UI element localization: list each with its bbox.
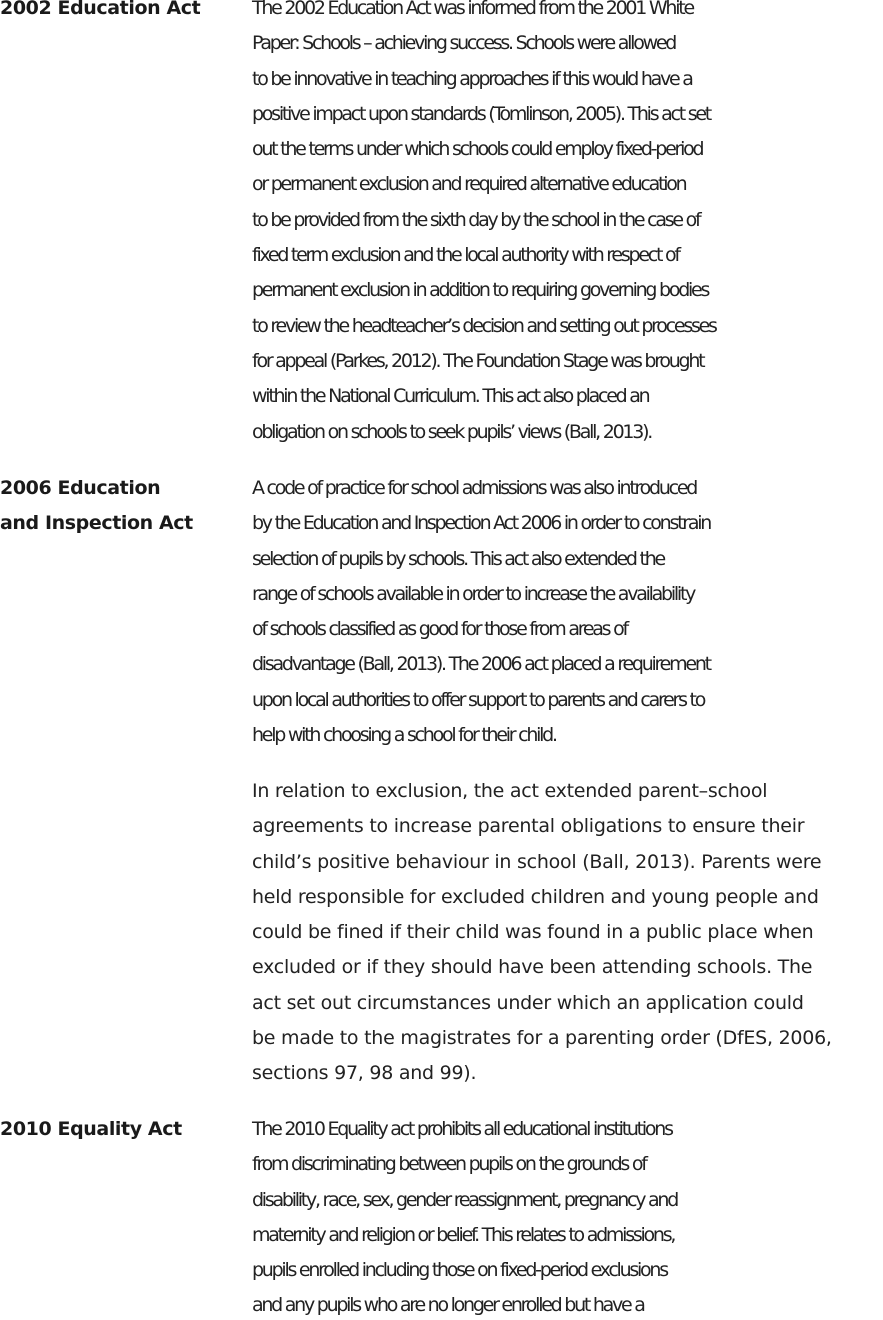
text-line: be made to the magistrates for a parenting order (DfES, 2006,	[252, 1027, 832, 1050]
text-line: positive impact upon standards (Tomlinson, 2005). This act set	[252, 102, 711, 125]
text-line: A code of practice for school admissions was also introduced	[252, 477, 697, 499]
text-line: The 2010 Equality act prohibits all educational institutions	[252, 1118, 672, 1140]
text-line: or permanent exclusion and required alternative education	[252, 173, 686, 196]
paragraph	[252, 774, 832, 1092]
text-line: for appeal (Parkes, 2012). The Foundation Stage was brought	[252, 349, 704, 372]
entry-heading-line: 2010 Equality Act	[0, 1118, 182, 1140]
text-line: upon local authorities to offer support to parents and carers to	[252, 688, 705, 711]
text-line: sections 97, 98 and 99).	[252, 1062, 477, 1085]
paragraph	[252, 471, 883, 753]
text-line: Paper: Schools – achieving success. Schools were allowed	[252, 32, 676, 55]
text-line: and any pupils who are no longer enrolled but have a	[252, 1294, 644, 1317]
text-line: In relation to exclusion, the act extended parent–school	[252, 780, 768, 802]
text-line: maternity and religion or belief. This relates to admissions,	[252, 1223, 675, 1246]
text-line: within the National Curriculum. This act also placed an	[252, 385, 649, 408]
text-line: pupils enrolled including those on fixed-period exclusions	[252, 1259, 667, 1282]
text-line: by the Education and Inspection Act 2006 in order to constrain	[252, 512, 711, 535]
text-line: act set out circumstances under which an application could	[252, 991, 804, 1014]
text-line: could be fined if their child was found in a public place when	[252, 921, 814, 944]
text-line: The 2002 Education Act was informed from the 2001 White	[252, 0, 693, 19]
text-line: obligation on schools to seek pupils’ views (Ball, 2013).	[252, 420, 652, 443]
text-line: permanent exclusion in addition to requiring governing bodies	[252, 279, 709, 302]
entry-heading-line: 2006 Education	[0, 477, 161, 499]
text-line: disability, race, sex, gender reassignment, pregnancy and	[252, 1188, 678, 1211]
paragraph	[252, 1112, 883, 1320]
text-line: agreements to increase parental obligations to ensure their	[252, 815, 805, 838]
paragraph	[252, 0, 883, 450]
entry-body	[252, 471, 883, 1085]
entry-body	[252, 0, 883, 450]
entry-heading	[0, 0, 235, 26]
text-line: fixed term exclusion and the local authority with respect of	[252, 244, 679, 267]
text-line: of schools classified as good for those from areas of	[252, 618, 627, 641]
text-line: child’s positive behaviour in school (Ball, 2013). Parents were	[252, 850, 822, 873]
entry-heading-line: 2002 Education Act	[0, 0, 201, 19]
text-line: range of schools available in order to increase the availability	[252, 582, 695, 605]
text-line: selection of pupils by schools. This act also extended the	[252, 547, 664, 570]
text-line: help with choosing a school for their child.	[252, 724, 556, 747]
text-line: out the terms under which schools could employ fixed-period	[252, 138, 703, 161]
text-line: from discriminating between pupils on the grounds of	[252, 1153, 646, 1176]
text-line: held responsible for excluded children and young people and	[252, 885, 819, 908]
text-line: to review the headteacher’s decision and setting out processes	[252, 314, 716, 337]
text-line: excluded or if they should have been attending schools. The	[252, 956, 813, 979]
entry-body	[252, 1112, 883, 1320]
entry-heading	[0, 1112, 235, 1147]
entry-heading	[0, 471, 235, 542]
text-line: to be provided from the sixth day by the school in the case of	[252, 208, 700, 231]
text-line: disadvantage (Ball, 2013). The 2006 act placed a requirement	[252, 653, 710, 676]
text-line: to be innovative in teaching approaches if this would have a	[252, 67, 692, 90]
entry-heading-line: and Inspection Act	[0, 512, 193, 535]
